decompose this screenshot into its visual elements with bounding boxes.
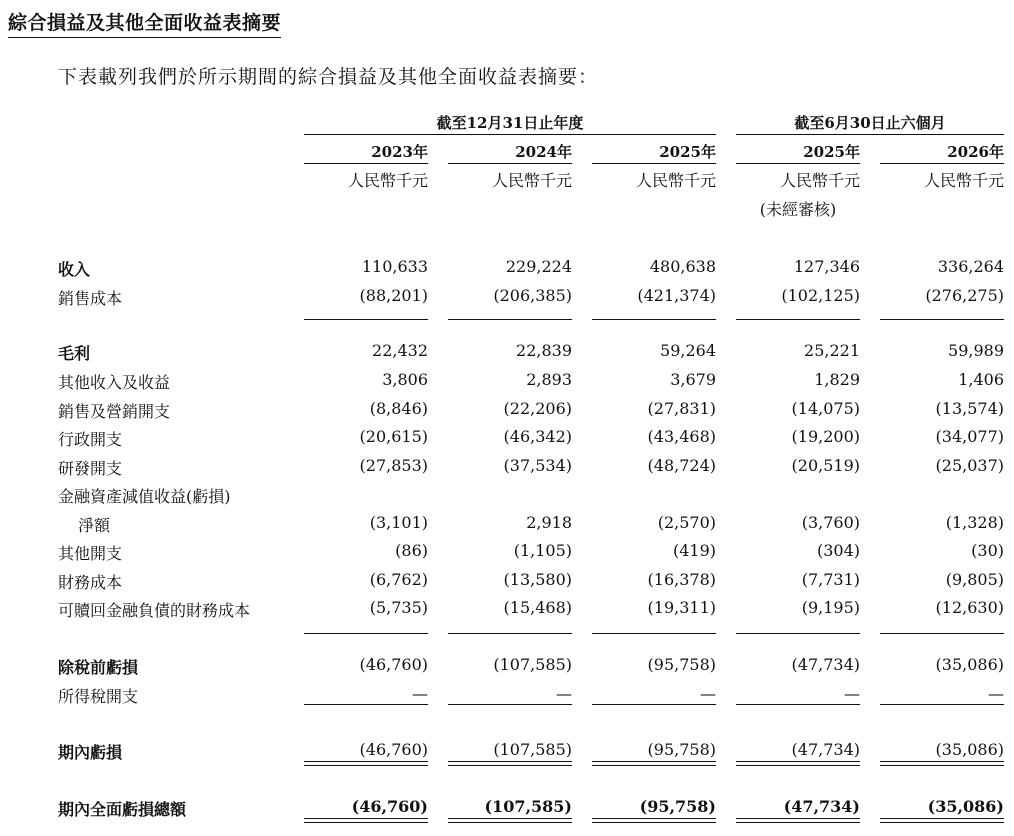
column-unit: 人民幣千元 [347,171,428,190]
total-double-rule [304,761,428,766]
value-cell: (13,574) [935,399,1004,418]
value-cell: — [844,684,860,703]
row-label: 收入 [58,260,91,279]
row-label: 期內虧損 [58,743,123,762]
column-note: (未經審核) [759,200,837,219]
value-cell: (6,762) [369,570,428,589]
subtotal-rule [880,319,1004,320]
value-cell: (421,374) [637,286,716,305]
value-cell: (95,758) [647,740,716,759]
column-year: 2023年 [371,143,428,161]
column-year: 2025年 [803,143,860,161]
subtotal-rule [736,633,860,634]
row-label: 毛利 [58,344,91,363]
section-title: 綜合損益及其他全面收益表摘要 [8,8,281,38]
total-double-rule [736,818,860,823]
value-cell: 2,918 [526,513,572,532]
column-unit: 人民幣千元 [923,171,1004,190]
value-cell: (95,758) [647,655,716,674]
row-label: 研發開支 [58,459,123,478]
value-cell: 127,346 [793,257,860,276]
value-cell: (102,125) [781,286,860,305]
value-cell: (107,585) [493,655,572,674]
subtotal-rule [736,704,860,705]
column-unit: 人民幣千元 [779,171,860,190]
value-cell: 59,264 [660,341,716,360]
value-cell: (37,534) [503,456,572,475]
value-cell: (35,086) [935,740,1004,759]
subtotal-rule [592,633,716,634]
column-year-rule [592,163,716,164]
value-cell: (8,846) [369,399,428,418]
value-cell: (20,615) [359,427,428,446]
subtotal-rule [448,704,572,705]
value-cell: 59,989 [948,341,1004,360]
value-cell: (9,805) [945,570,1004,589]
value-cell: (16,378) [647,570,716,589]
column-year-rule [880,163,1004,164]
row-label: 其他開支 [58,544,123,563]
total-double-rule [304,818,428,823]
value-cell: — [988,684,1004,703]
value-cell: 3,806 [382,370,428,389]
subtotal-rule [592,704,716,705]
value-cell: (20,519) [791,456,860,475]
value-cell: (19,311) [647,598,716,617]
value-cell: (46,760) [359,740,428,759]
subtotal-rule [592,319,716,320]
value-cell: (30) [971,541,1004,560]
row-label: 淨額 [78,516,111,535]
column-year-rule [448,163,572,164]
total-double-rule [592,818,716,823]
value-cell: (35,086) [927,797,1004,816]
row-label: 金融資產減值收益(虧損) [58,487,231,506]
total-double-rule [448,761,572,766]
value-cell: (95,758) [639,797,716,816]
value-cell: (19,200) [791,427,860,446]
value-cell: 1,406 [958,370,1004,389]
value-cell: (86) [395,541,428,560]
row-label: 可贖回金融負債的財務成本 [58,601,251,620]
value-cell: 3,679 [670,370,716,389]
value-cell: (47,734) [783,797,860,816]
value-cell: (13,580) [503,570,572,589]
value-cell: (3,101) [369,513,428,532]
value-cell: (34,077) [935,427,1004,446]
row-label: 銷售成本 [58,289,123,308]
value-cell: (14,075) [791,399,860,418]
row-label: 銷售及營銷開支 [58,402,171,421]
value-cell: (276,275) [925,286,1004,305]
row-label: 除稅前虧損 [58,658,139,677]
period-group-rule [304,134,716,135]
value-cell: (46,760) [359,655,428,674]
total-double-rule [736,761,860,766]
value-cell: (27,831) [647,399,716,418]
column-year: 2025年 [659,143,716,161]
subtotal-rule [448,633,572,634]
value-cell: (304) [816,541,860,560]
value-cell: (47,734) [791,740,860,759]
row-label: 行政開支 [58,430,123,449]
value-cell: (46,760) [351,797,428,816]
value-cell: (1,105) [513,541,572,560]
subtotal-rule [880,633,1004,634]
value-cell: (419) [672,541,716,560]
value-cell: (46,342) [503,427,572,446]
column-year-rule [304,163,428,164]
value-cell: (22,206) [503,399,572,418]
column-year: 2026年 [947,143,1004,161]
column-year: 2024年 [515,143,572,161]
row-label: 其他收入及收益 [58,373,171,392]
value-cell: 22,432 [372,341,428,360]
value-cell: (12,630) [935,598,1004,617]
value-cell: (3,760) [801,513,860,532]
subtotal-rule [304,633,428,634]
value-cell: (27,853) [359,456,428,475]
value-cell: (7,731) [801,570,860,589]
subtotal-rule [448,319,572,320]
value-cell: 25,221 [804,341,860,360]
value-cell: (35,086) [935,655,1004,674]
subtotal-rule [304,704,428,705]
column-unit: 人民幣千元 [635,171,716,190]
value-cell: (206,385) [493,286,572,305]
value-cell: — [556,684,572,703]
value-cell: (47,734) [791,655,860,674]
value-cell: (25,037) [935,456,1004,475]
value-cell: (107,585) [493,740,572,759]
total-double-rule [448,818,572,823]
value-cell: — [412,684,428,703]
value-cell: (43,468) [647,427,716,446]
total-double-rule [592,761,716,766]
row-label: 財務成本 [58,573,123,592]
subtotal-rule [880,704,1004,705]
total-double-rule [880,818,1004,823]
row-label: 所得稅開支 [58,687,139,706]
value-cell: (15,468) [503,598,572,617]
value-cell: 2,893 [526,370,572,389]
row-label: 期內全面虧損總額 [58,800,187,819]
column-unit: 人民幣千元 [491,171,572,190]
period-group-header: 截至12月31日止年度 [436,114,584,132]
period-group-rule [736,134,1004,135]
column-year-rule [736,163,860,164]
value-cell: (107,585) [484,797,572,816]
subtotal-rule [304,319,428,320]
total-double-rule [880,761,1004,766]
value-cell: (5,735) [369,598,428,617]
value-cell: 480,638 [649,257,716,276]
value-cell: (88,201) [359,286,428,305]
period-group-header: 截至6月30日止六個月 [794,114,946,132]
value-cell: — [700,684,716,703]
value-cell: 229,224 [505,257,572,276]
value-cell: 1,829 [814,370,860,389]
value-cell: (9,195) [801,598,860,617]
intro-text: 下表載列我們於所示期間的綜合損益及其他全面收益表摘要： [58,66,599,88]
value-cell: (48,724) [647,456,716,475]
value-cell: (1,328) [945,513,1004,532]
value-cell: 336,264 [937,257,1004,276]
value-cell: (2,570) [657,513,716,532]
value-cell: 22,839 [516,341,572,360]
value-cell: 110,633 [361,257,428,276]
subtotal-rule [736,319,860,320]
